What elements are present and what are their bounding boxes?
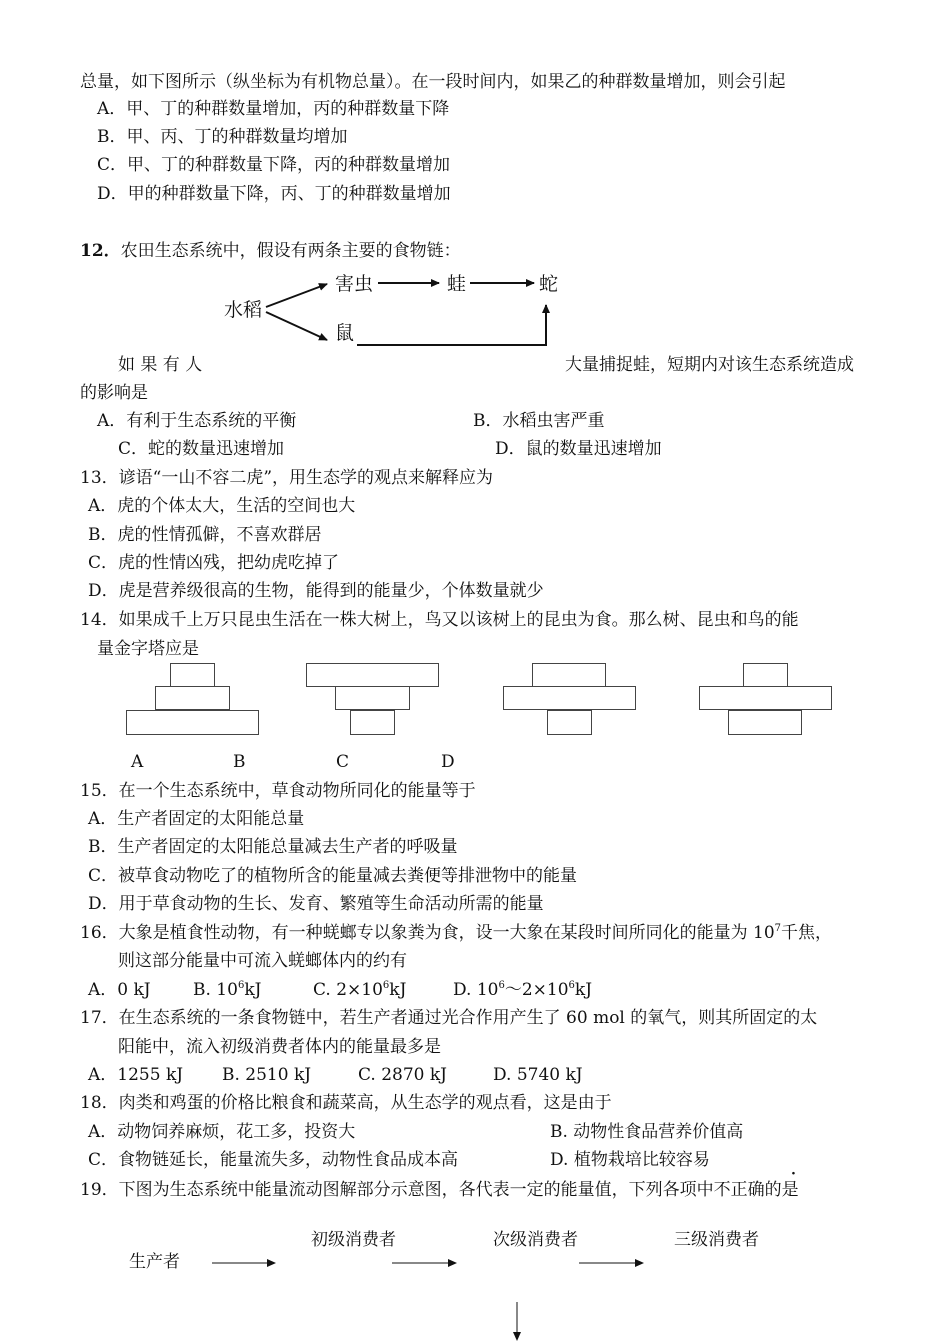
q16-stem-a: 16．大象是植食性动物，有一种蜣螂专以象粪为食，设一大象在某段时间所同化的能量为 10	[80, 923, 775, 943]
q11-option-d: D．甲的种群数量下降，丙、丁的种群数量增加	[97, 184, 451, 204]
chain-frog: 蛙	[447, 273, 467, 295]
q13-stem: 13．谚语“一山不容二虎”，用生态学的观点来解释应为	[80, 468, 494, 488]
q16-option-c	[313, 980, 406, 1000]
q16-b-exp: 6	[237, 980, 245, 991]
arrow-rice-mouse	[266, 312, 327, 340]
arrow-mouse-snake	[357, 305, 546, 345]
q13-option-c: C．虎的性情凶残，把幼虎吃掉了	[88, 553, 340, 573]
q15-option-d: D．用于草食动物的生长、发育、繁殖等生命活动所需的能量	[88, 894, 544, 914]
q13-option-a: A．虎的个体太大，生活的空间也大	[88, 496, 356, 516]
q16-d-unit: kJ	[574, 980, 593, 1000]
q12-stem2-left: 如 果 有 人	[118, 355, 203, 375]
arrow-rice-pest	[266, 284, 327, 307]
q17-stem-line1: 17．在生态系统的一条食物链中，若生产者通过光合作用产生了 60 mol 的氧气，则其所固定的太	[80, 1008, 818, 1028]
q17-stem-line2: 阳能中，流入初级消费者体内的能量最多是	[118, 1037, 441, 1057]
q18-option-a: A．动物饲养麻烦，花工多，投资大	[88, 1122, 356, 1142]
q15-option-b: B．生产者固定的太阳能总量减去生产者的呼吸量	[88, 837, 458, 857]
q12-stem3: 的影响是	[80, 383, 148, 403]
q16-exponent: 7	[774, 923, 782, 934]
q13-option-d: D．虎是营养级很高的生物，能得到的能量少，个体数量就少	[88, 581, 544, 601]
pyramid-c-top	[532, 663, 606, 687]
pyramid-label-d: D	[441, 752, 455, 772]
pyramid-a-bottom	[126, 710, 259, 735]
q12-option-c: C．蛇的数量迅速增加	[118, 439, 285, 459]
pyramid-c-bottom	[547, 710, 592, 735]
q11-option-a: A．甲、丁的种群数量增加，丙的种群数量下降	[97, 99, 450, 119]
chain-snake: 蛇	[539, 273, 559, 295]
q16-option-d	[453, 980, 592, 1000]
pyramid-label-b: B	[233, 752, 246, 772]
q18-option-b: B. 动物性食品营养价值高	[550, 1122, 744, 1142]
pyramid-d-bottom	[728, 710, 802, 735]
pyramid-d-top	[743, 663, 788, 687]
q17-option-c: C. 2870 kJ	[358, 1065, 447, 1085]
q16-c-base: C. 2×10	[313, 980, 383, 1000]
q17-option-b: B. 2510 kJ	[222, 1065, 312, 1085]
q12-number: 12．	[80, 241, 121, 261]
q12-stem2-right: 大量捕捉蛙，短期内对该生态系统造成	[565, 355, 854, 375]
pyramid-d-middle	[699, 686, 832, 710]
pyramid-label-a: A	[131, 752, 144, 772]
q15-stem: 15．在一个生态系统中，草食动物所同化的能量等于	[80, 781, 476, 801]
q16-option-b	[193, 980, 261, 1000]
q16-stem-line2: 则这部分能量中可流入蜣螂体内的约有	[118, 951, 407, 971]
q16-stem-b: 千焦，	[781, 923, 833, 943]
chain-pest: 害虫	[335, 273, 374, 295]
q18-stem: 18．肉类和鸡蛋的价格比粮食和蔬菜高，从生态学的观点看，这是由于	[80, 1093, 612, 1113]
q18-option-c: C．食物链延长，能量流失多，动物性食品成本高	[88, 1150, 459, 1170]
q16-stem-line1	[80, 923, 832, 943]
q12-stem-text: 农田生态系统中，假设有两条主要的食物链：	[120, 241, 461, 261]
q11-option-c: C．甲、丁的种群数量下降，丙的种群数量增加	[97, 155, 451, 175]
q11-option-b: B．甲、丙、丁的种群数量均增加	[97, 127, 348, 147]
pyramid-label-c: C	[336, 752, 350, 772]
pyramid-a-middle	[155, 686, 230, 710]
q12-option-a: A．有利于生态系统的平衡	[97, 411, 297, 431]
q16-option-a: A．0 kJ	[88, 980, 151, 1000]
diagram-primary-consumer: 初级消费者	[311, 1230, 396, 1250]
pyramid-b-bottom	[350, 710, 395, 735]
q14-stem-line2: 量金字塔应是	[97, 639, 199, 659]
q16-d-base: D. 10	[453, 980, 499, 1000]
q16-d-exp1: 6	[498, 980, 505, 991]
q15-option-a: A．生产者固定的太阳能总量	[88, 809, 305, 829]
q17-option-a: A．1255 kJ	[88, 1065, 184, 1085]
q16-d-mid: ～2×10	[504, 980, 569, 1000]
q17-option-d: D. 5740 kJ	[493, 1065, 583, 1085]
q15-option-c: C．被草食动物吃了的植物所含的能量减去粪便等排泄物中的能量	[88, 866, 578, 886]
q16-b-unit: kJ	[244, 980, 262, 1000]
chain-mouse: 鼠	[335, 322, 355, 344]
q11-stem: 总量，如下图所示（纵坐标为有机物总量）。在一段时间内，如果乙的种群数量增加，则会引起	[80, 72, 786, 92]
q14-stem-line1: 14．如果成千上万只昆虫生活在一株大树上，鸟又以该树上的昆虫为食。那么树、昆虫和鸟的能	[80, 610, 799, 630]
pyramid-b-top	[306, 663, 439, 687]
diagram-tertiary-consumer: 三级消费者	[674, 1230, 759, 1250]
q18-option-d: D. 植物栽培比较容易	[550, 1150, 710, 1170]
chain-rice: 水稻	[224, 299, 263, 321]
q12-option-d: D．鼠的数量迅速增加	[495, 439, 662, 459]
diagram-producer: 生产者	[129, 1252, 180, 1272]
q16-c-exp: 6	[382, 980, 390, 991]
q13-option-b: B．虎的性情孤僻，不喜欢群居	[88, 525, 322, 545]
q19-stem: 19．下图为生态系统中能量流动图解部分示意图，各代表一定的能量值，下列各项中不正确的是	[80, 1180, 799, 1200]
q16-b-base: B. 10	[193, 980, 238, 1000]
emphasis-dot: ·	[791, 1166, 796, 1182]
diagram-secondary-consumer: 次级消费者	[493, 1230, 578, 1250]
pyramid-a-top	[170, 663, 215, 687]
q16-d-exp2: 6	[568, 980, 575, 991]
pyramid-b-middle	[335, 686, 410, 710]
pyramid-c-middle	[503, 686, 636, 710]
q16-c-unit: kJ	[389, 980, 407, 1000]
q12-option-b: B．水稻虫害严重	[473, 411, 605, 431]
